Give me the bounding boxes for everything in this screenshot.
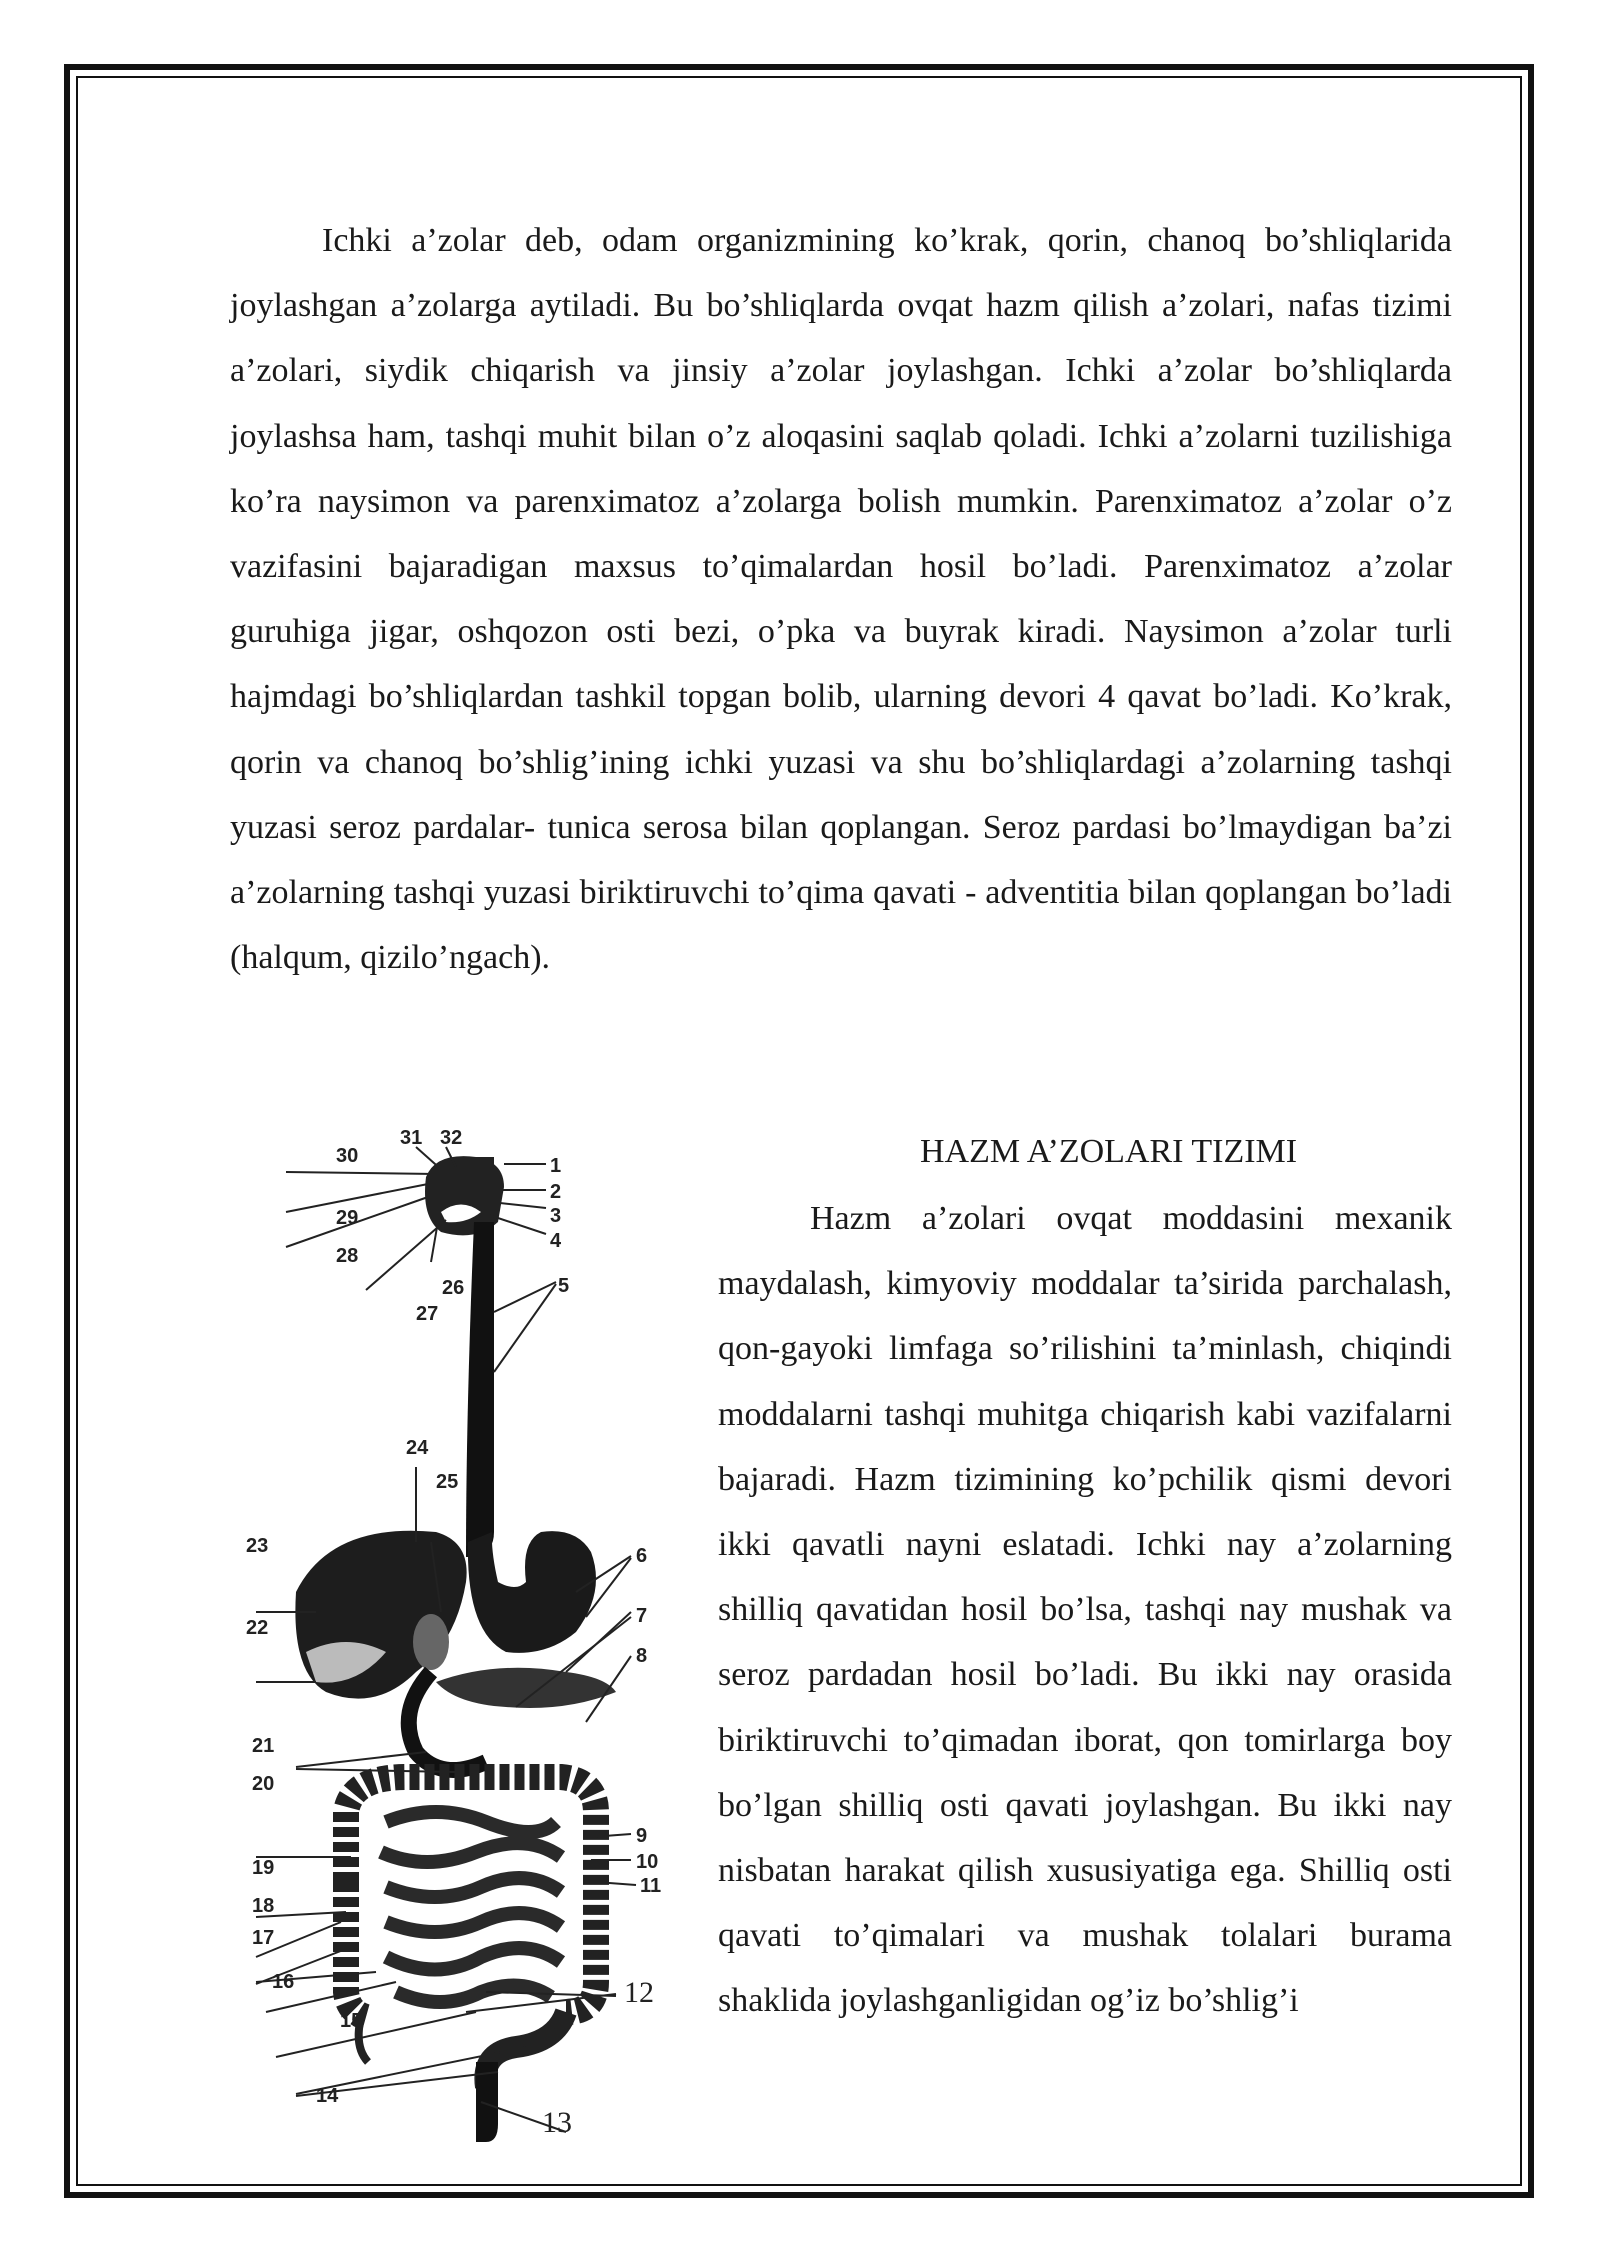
figure-label-19: 19 [252, 1857, 275, 1879]
figure-label-14: 14 [316, 2085, 339, 2107]
figure-label-9: 9 [636, 1825, 648, 1847]
figure-label-18: 18 [252, 1895, 275, 1917]
section-title: HAZM A’ZOLARI TIZIMI [920, 1133, 1298, 1170]
figure-label-23: 23 [246, 1535, 269, 1557]
esophagus-shape [466, 1222, 494, 1557]
small-intestine-shape [381, 1812, 561, 2002]
figure-label-15: 15 [340, 2010, 363, 2032]
figure-label-12: 12 [624, 1976, 654, 2009]
figure-label-32: 32 [440, 1127, 463, 1149]
figure-label-30: 30 [336, 1145, 359, 1167]
figure-label-1: 1 [550, 1155, 562, 1177]
pharynx-shape [476, 1157, 494, 1179]
figure-label-20: 20 [252, 1773, 275, 1795]
pancreas-shape [436, 1668, 616, 1708]
figure-label-2: 2 [550, 1181, 562, 1203]
figure-label-11: 11 [640, 1875, 662, 1897]
figure-label-3: 3 [550, 1205, 562, 1227]
figure-label-25: 25 [436, 1471, 459, 1493]
gallbladder-shape [413, 1614, 449, 1670]
figure-label-16: 16 [272, 1971, 295, 1993]
figure-label-17: 17 [252, 1927, 275, 1949]
section-paragraph: Hazm a’zolari ovqat moddasini mexanik maydalash, kimyoviy moddalar ta’sirida parchalash, qon-gayoki limfaga so’rilishini ta’minlash, chiqindi moddalarni tashqi muhitga chiqarish kabi vazifalarni bajaradi. Hazm tizimining ko’pchilik qismi devori ikki qavatli nayni eslatadi. Ichki nay a’zolarning shilliq qavatidan hosil bo’lsa, tashqi nay mushak va seroz pardadan hosil bo’ladi. Bu ikki nay orasida biriktiruvchi to’qimadan iborat, qon tomirlarga boy bo’lgan shilliq osti qavati joylashgan. Bu ikki nay nisbatan harakat qilish xususiyatiga ega. Shilliq osti qavati to’qimalari va mushak tolalari burama shaklida joylashganligidan og’iz bo’shlig’i [718, 1200, 1452, 2020]
digestive-system-illustration [236, 1112, 696, 2152]
figure-label-22: 22 [246, 1617, 269, 1639]
ascending-colon-shape [346, 1882, 366, 2017]
figure-label-6: 6 [636, 1545, 648, 1567]
figure-label-29: 29 [336, 1207, 359, 1229]
figure-label-31: 31 [400, 1127, 423, 1149]
figure-label-13: 13 [542, 2106, 572, 2139]
figure-label-26: 26 [442, 1277, 465, 1299]
digestive-system-drawing [236, 1112, 696, 2152]
figure-label-21: 21 [252, 1735, 275, 1757]
intro-paragraph: Ichki a’zolar deb, odam organizmining ko’krak, qorin, chanoq bo’shliqlarida joylashgan a’zolarga aytiladi. Bu bo’shliqlarda ovqat hazm qilish a’zolari, nafas tizimi a’zolari, siydik chiqarish va jinsiy a’zolar joylashgan. Ichki a’zolar bo’shliqlarda joylashsa ham, tashqi muhit bilan o’z aloqasini saqlab qoladi. Ichki a’zolarni tuzilishiga ko’ra naysimon va parenximatoz a’zolarga bolish mumkin. Parenximatoz a’zolar o’z vazifasini bajaradigan maxsus to’qimalardan hosil bo’ladi. Parenximatoz a’zolar guruhiga jigar, oshqozon osti bezi, o’pka va buyrak kiradi. Naysimon a’zolar turli hajmdagi bo’shliqlardan tashkil topgan bolib, ularning devori 4 qavat bo’ladi. Ko’krak, qorin va chanoq bo’shlig’ining ichki yuzasi va shu bo’shliqlardagi a’zolarning tashqi yuzasi seroz pardalar- tunica serosa bilan qoplangan. Seroz pardasi bo’lmaydigan ba’zi a’zolarning tashqi yuzasi biriktiruvchi to’qima qavati - adventitia bilan qoplangan bo’ladi (halqum, qizilo’ngach). [230, 222, 1452, 977]
figure-label-10: 10 [636, 1851, 659, 1873]
figure-label-8: 8 [636, 1645, 648, 1667]
figure-label-28: 28 [336, 1245, 359, 1267]
figure-label-7: 7 [636, 1605, 648, 1627]
figure-label-4: 4 [550, 1230, 562, 1252]
figure-label-5: 5 [558, 1275, 570, 1297]
figure-label-24: 24 [406, 1437, 429, 1459]
figure-label-27: 27 [416, 1303, 439, 1325]
